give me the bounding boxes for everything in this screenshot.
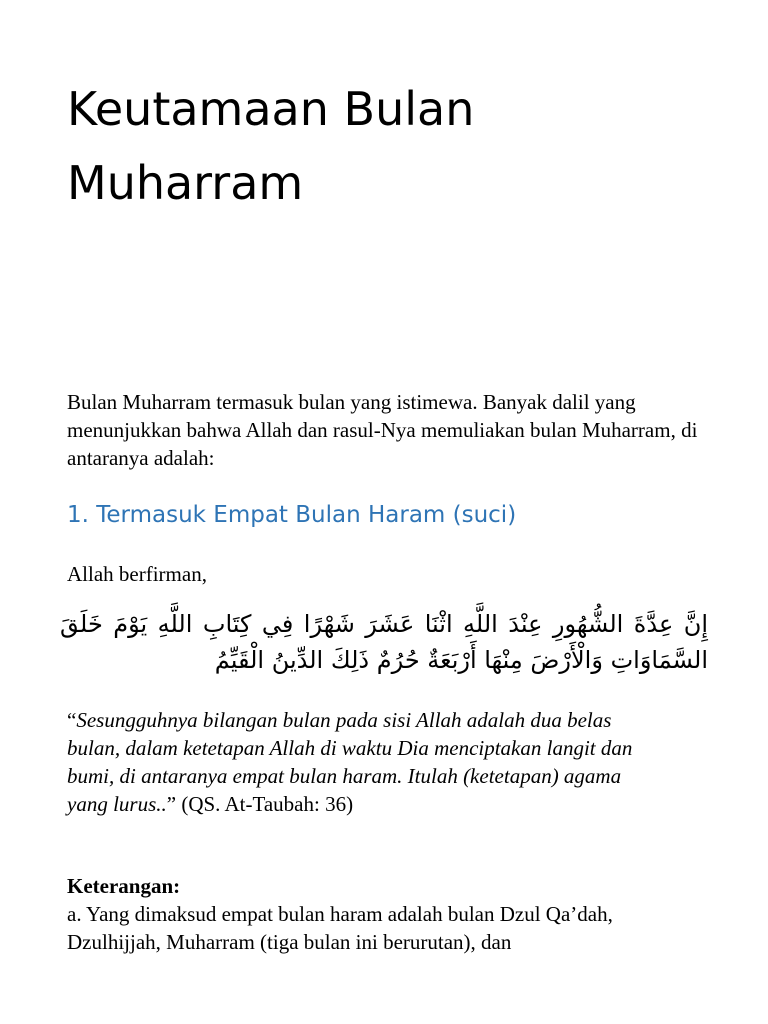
section-heading-1: 1. Termasuk Empat Bulan Haram (suci) <box>67 502 517 528</box>
translation-open-quote: “ <box>67 708 77 732</box>
arabic-verse: إِنَّ عِدَّةَ الشُّهُورِ عِنْدَ اللَّهِ اثْنَا عَشَرَ شَهْرًا فِي كِتَابِ اللَّهِ يَوْمَ خَلَقَ السَّمَاوَاتِ وَالْأَرْضَ مِنْهَا أَرْبَعَةٌ حُرُمٌ ذَلِكَ الدِّينُ الْقَيِّمُ <box>60 610 708 674</box>
intro-paragraph: Bulan Muharram termasuk bulan yang istimewa. Banyak dalil yang menunjukkan bahwa Allah dan rasul-Nya memuliakan bulan Muharram, di antaranya adalah: <box>67 390 698 470</box>
translation-paragraph <box>67 706 667 818</box>
notes-label: Keterangan: <box>67 874 181 898</box>
notes-text: a. Yang dimaksud empat bulan haram adalah bulan Dzul Qa’dah, Dzulhijjah, Muharram (tiga bulan ini berurutan), dan <box>67 902 613 954</box>
translation-reference: ” (QS. At-Taubah: 36) <box>166 792 354 816</box>
page-title-line1: Keutamaan Bulan <box>67 82 475 136</box>
page-title <box>67 72 707 220</box>
notes-section <box>67 872 707 956</box>
allah-berfirman-text: Allah berfirman, <box>67 562 207 586</box>
page-title-line2: Muharram <box>67 156 304 210</box>
translation-quote: Sesungguhnya bilangan bulan pada sisi Allah adalah dua belas bulan, dalam ketetapan Allah di waktu Dia menciptakan langit dan bumi, di antaranya empat bulan haram. Itulah (ketetapan) agama yang lurus.. <box>67 708 633 816</box>
